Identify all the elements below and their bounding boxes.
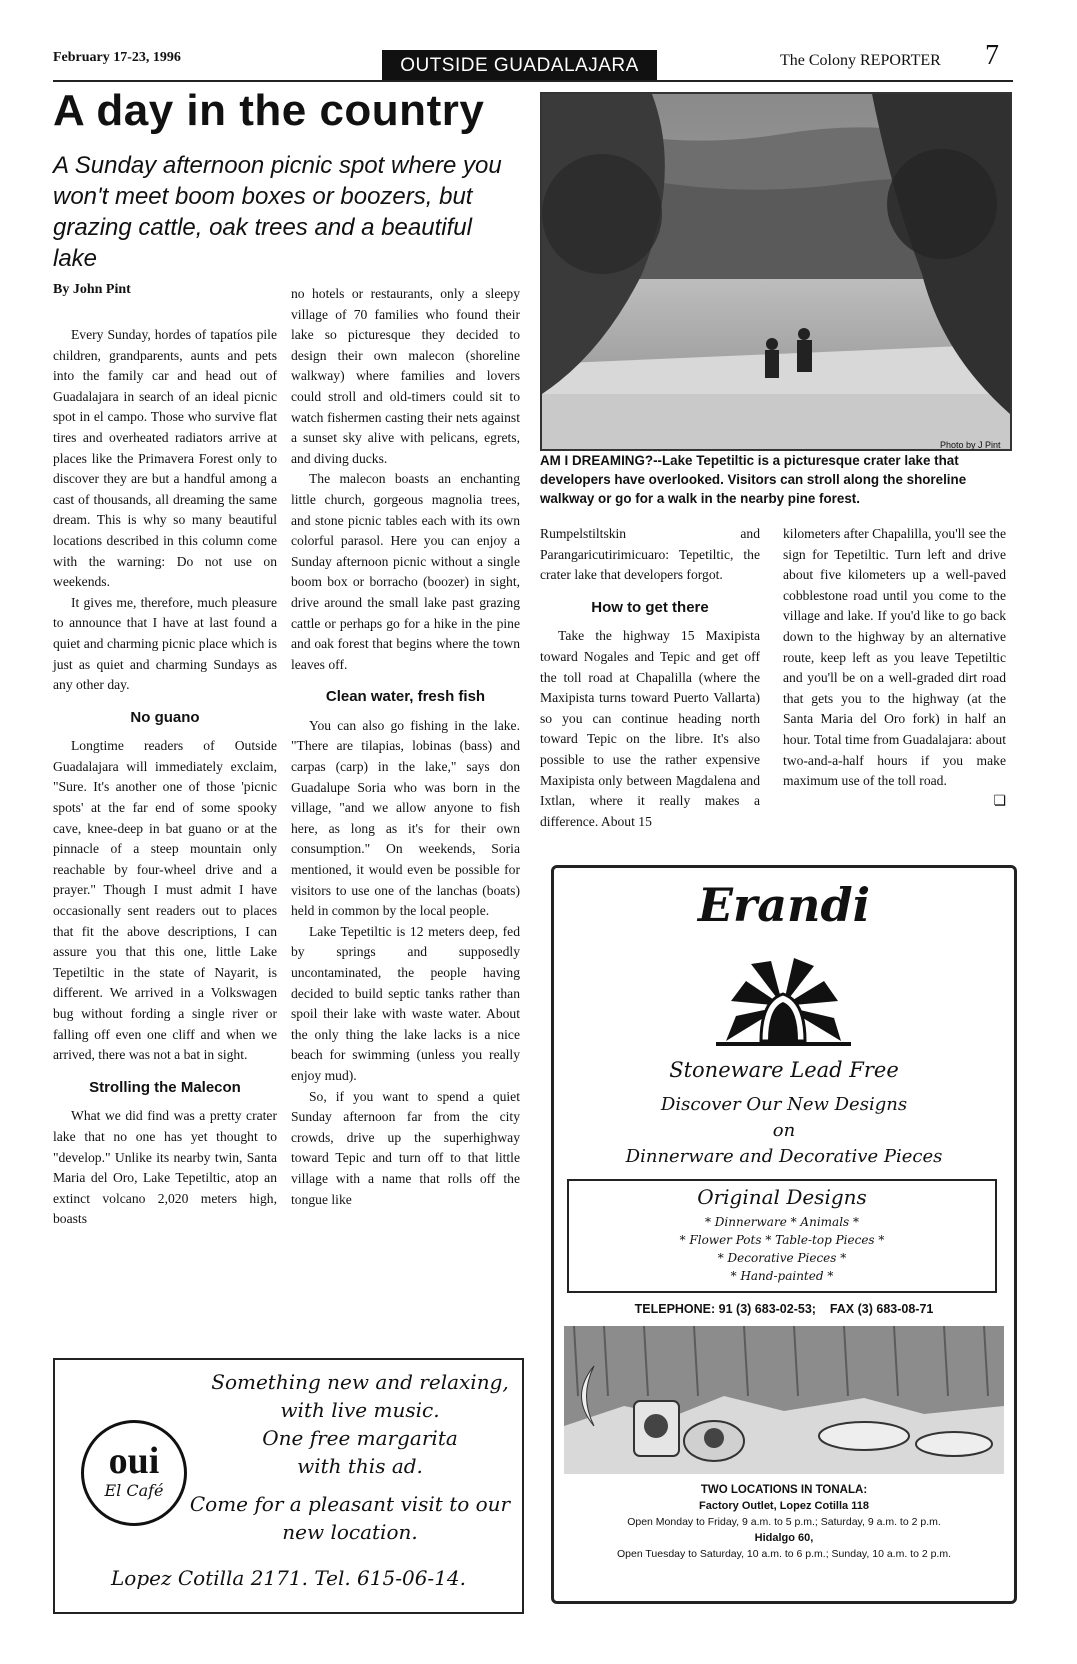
paragraph: kilometers after Chapalilla, you'll see the sign for Tepetiltic. Turn left and drive about five kilometers up a well-paved cobblestone road until you come to the village and lake. If you'd like to go back down to the highway by an alternative route, keep left as you leave Tepetiltic and you'll be on a well-graded dirt road that gets you to the highway (at the Santa Maria del Oro fork) in half an hour. Total time from Guadalajara: about two-and-a-half hours if you make maximum use of the toll road.: [783, 526, 1006, 789]
paragraph: The malecon boasts an enchanting little church, gorgeous magnolia trees, and stone picnic tables each with its own colorful parasol. Here you can enjoy a Sunday afternoon picnic without a single boom box or borracho (boozer) in sight, drive around the small lake past grazing cattle or perhaps go for a hike in the pine and oak forest that begins where the town leaves off.: [291, 471, 520, 672]
article-headline: A day in the country: [53, 86, 485, 135]
ad-line-4: with this ad.: [297, 1454, 423, 1478]
issue-date: February 17-23, 1996: [53, 50, 181, 65]
article-column-4: [783, 524, 1006, 812]
erandi-line-1: Discover Our New Designs: [660, 1094, 908, 1115]
end-mark-icon: ❏: [993, 793, 1006, 809]
paragraph: Every Sunday, hordes of tapatíos pile children, grandparents, aunts and pets into the family car and head out of Guadalajara in search of an ideal picnic spot in el campo. Those who survive flat tires and overheated radiators arrive at places like the Primavera Forest only to discover they are but a handful among a cast of thousands, all dreaming the same dream. This is why so many beautiful locations described in this column come with the warning: Do not use on weekends.: [53, 327, 277, 590]
article-deck: A Sunday afternoon picnic spot where you won't meet boom boxes or boozers, but grazing cattle, oak trees and a beautiful lake: [53, 152, 502, 272]
erandi-brand: Erandi: [697, 878, 871, 932]
locations-title: TWO LOCATIONS IN TONALA:: [700, 1484, 868, 1496]
page-number: 7: [985, 40, 999, 71]
photo-caption: AM I DREAMING?--Lake Tepetiltic is a picturesque crater lake that developers have overlooked. Visitors can stroll along the shoreline walkway or go for a walk in the nearby pine forest.: [540, 453, 967, 506]
article-column-3: [540, 524, 760, 832]
header-rule: [53, 80, 1013, 82]
paragraph: Lake Tepetiltic is 12 meters deep, fed by springs and supposedly uncontaminated, the people having decided to build septic tanks rather than spoil their lake with waste water. About the only thing the lake lacks is a nice beach for swimming (unless you really enjoy mud).: [291, 923, 520, 1083]
photo-credit: Photo by J Pint: [940, 440, 1001, 450]
cafe-address: Lopez Cotilla 2171. Tel. 615-06-14.: [111, 1566, 466, 1590]
lake-photo-illustration: [542, 94, 1010, 449]
product-line-2: * Flower Pots * Table-top Pieces *: [679, 1233, 885, 1247]
subhead-strolling-malecon: Strolling the Malecon: [89, 1078, 241, 1096]
subhead-how-to-get-there: How to get there: [591, 598, 709, 616]
oui-cafe-advertisement: [53, 1358, 524, 1614]
paragraph: no hotels or restaurants, only a sleepy village of 70 families who found their lake so picturesque they decided to design their own malecon (shoreline walkway) where families and lovers could stroll and old-timers could sit to watch fishermen casting their nets against a sunset sky alive with pelicans, egrets, and diving ducks.: [291, 286, 520, 466]
location-2: Hidalgo 60,: [754, 1532, 814, 1544]
subhead-no-guano: No guano: [130, 708, 200, 726]
location-1-hours: Open Monday to Friday, 9 a.m. to 5 p.m.; Saturday, 9 a.m. to 2 p.m.: [627, 1516, 941, 1528]
erandi-advertisement: [551, 865, 1017, 1604]
paragraph: Rumpelstiltskin and Parangaricutirimicuaro: Tepetiltic, the crater lake that developers forgot.: [540, 526, 760, 583]
paragraph: You can also go fishing in the lake. "There are tilapias, lobinas (bass) and carpas (carp) in the lake," says don Guadalupe Soria who was born in the village, "and we allow anyone to fish here, as long as it's for their own consumption." On weekends, Soria mentioned, it would even be possible for visitors to use one of the lanchas (boats) held in common by the local people.: [291, 717, 520, 919]
sunburst-logo-icon: [716, 946, 851, 1056]
oui-logo-text: oui: [108, 1440, 160, 1482]
paragraph: It gives me, therefore, much pleasure to announce that I have at last found a quiet and charming picnic place which is just as quiet and charming Sundays as any other day.: [53, 594, 277, 693]
product-line-1: * Dinnerware * Animals *: [704, 1215, 860, 1229]
article-column-1: [53, 325, 277, 1230]
product-line-4: * Hand-painted *: [730, 1269, 834, 1283]
erandi-phone-fax: TELEPHONE: 91 (3) 683-02-53; FAX (3) 683-08-71: [634, 1302, 934, 1316]
paragraph: What we did find was a pretty crater lake that no one has yet thought to "develop." Unlike its nearby twin, Santa Maria del Oro, Lake Tepetiltic, atop an extinct volcano 2,020 meters high, boasts: [53, 1108, 277, 1227]
paragraph: Longtime readers of Outside Guadalajara will immediately exclaim, "Sure. It's another one of those 'picnic spots' at the far end of some spooky cave, knee-deep in bat guano or at the pinnacle of a steep mountain only reachable by four-wheel drive and a prayer." Though I must admit I have occasionally sent readers out to places that fit the above descriptions, I can assure you that this one, little Lake Tepetiltic in the state of Nayarit, is different. We arrived in a Volkswagen bug without fording a single river or falling off even one cliff and when we arrived, there was not a bat in sight.: [53, 738, 277, 1063]
article-column-2: [291, 284, 520, 1210]
el-cafe-logo-text: El Café: [104, 1481, 164, 1500]
product-line-3: * Decorative Pieces *: [717, 1251, 847, 1265]
paragraph: Take the highway 15 Maxipista toward Nogales and Tepic and get off the toll road at Chapalilla (where the Maxipista turns toward Puerto Vallarta) so you can continue heading north toward Tepic on the libre. It's also possible to use the rather expensive Maxipista only between Magdalena and Ixtlan, where it really makes a difference. About 15: [540, 628, 760, 829]
section-banner: OUTSIDE GUADALAJARA: [382, 50, 657, 82]
paragraph: So, if you want to spend a quiet Sunday afternoon far from the city crowds, drive up the superhighway toward Tepic and turn off to that little village with a name that rolls off the tongue like: [291, 1088, 520, 1207]
erandi-tagline: Stoneware Lead Free: [669, 1058, 899, 1082]
subhead-clean-water: Clean water, fresh fish: [325, 688, 486, 706]
newspaper-name: The Colony REPORTER: [780, 52, 941, 69]
lake-photo: [540, 92, 1012, 451]
pottery-illustration: [564, 1326, 1004, 1474]
oui-cafe-logo: [81, 1420, 187, 1526]
original-designs-title: Original Designs: [697, 1185, 867, 1209]
ad-line-1: Something new and relaxing,: [211, 1370, 509, 1394]
location-2-hours: Open Tuesday to Saturday, 10 a.m. to 6 p.m.; Sunday, 10 a.m. to 2 p.m.: [616, 1548, 952, 1560]
ad-line-5: Come for a pleasant visit to our: [189, 1492, 511, 1516]
ad-line-6: new location.: [282, 1520, 418, 1544]
pottery-photo: [564, 1326, 1004, 1474]
erandi-line-3: Dinnerware and Decorative Pieces: [625, 1146, 943, 1167]
location-1: Factory Outlet, Lopez Cotilla 118: [699, 1500, 869, 1512]
ad-line-3: One free margarita: [262, 1426, 458, 1450]
erandi-line-2: on: [772, 1120, 796, 1141]
ad-line-2: with live music.: [280, 1398, 440, 1422]
original-designs-box: [567, 1179, 997, 1293]
article-byline: By John Pint: [53, 282, 131, 297]
